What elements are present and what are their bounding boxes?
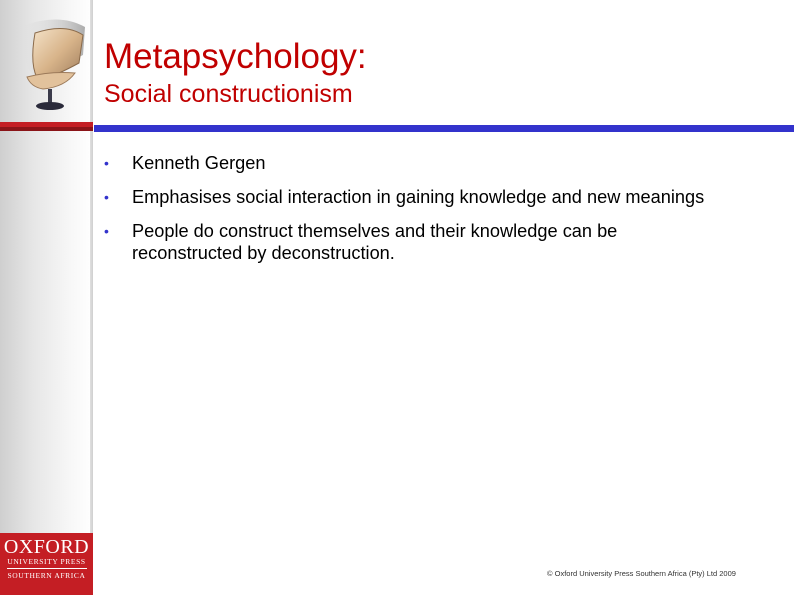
title-divider	[94, 125, 794, 132]
logo-middle-text: UNIVERSITY PRESS	[7, 557, 86, 566]
bullet-icon: •	[104, 189, 109, 205]
bullet-icon: •	[104, 155, 109, 171]
logo-bottom-text: SOUTHERN AFRICA	[7, 571, 86, 580]
bullet-item	[104, 186, 724, 208]
logo-title: OXFORD	[3, 536, 90, 558]
copyright-notice: © Oxford University Press Southern Africa (Pty) Ltd 2009	[547, 569, 736, 578]
bullet-icon: •	[104, 223, 109, 239]
bullet-item	[104, 152, 724, 174]
oxford-logo	[0, 533, 93, 595]
chair-image	[5, 5, 93, 115]
bullet-item	[104, 220, 724, 264]
slide-subtitle: Social constructionism	[104, 80, 353, 108]
red-accent-rule	[0, 122, 93, 131]
bullet-text: Kenneth Gergen	[132, 153, 266, 173]
bullet-text: People do construct themselves and their knowledge can be reconstructed by deconstruction.	[132, 221, 618, 263]
logo-divider	[7, 568, 87, 569]
bullet-list	[104, 152, 724, 276]
bullet-text: Emphasises social interaction in gaining knowledge and new meanings	[132, 187, 705, 207]
slide-title: Metapsychology:	[104, 37, 367, 76]
